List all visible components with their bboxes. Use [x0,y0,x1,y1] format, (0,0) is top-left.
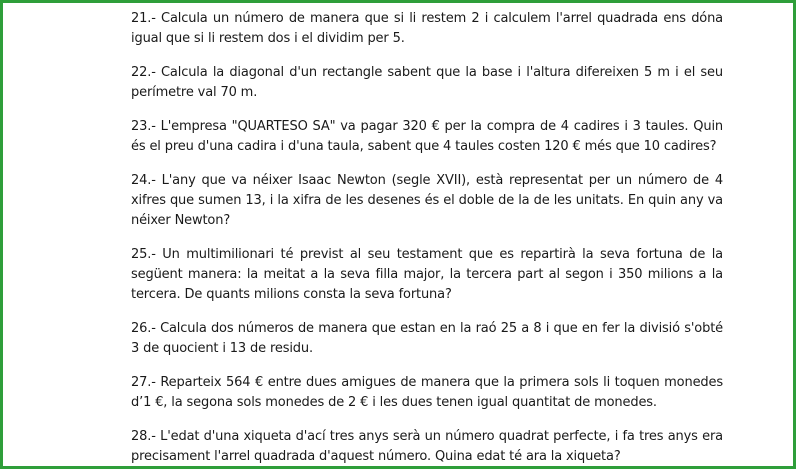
problem-26: 26.- Calcula dos números de manera que estan en la raó 25 a 8 i que en fer la divisió s'obté 3 de quocient i 13 de residu. [131,321,723,356]
problem-23: 23.- L'empresa "QUARTESO SA" va pagar 320 € per la compra de 4 cadires i 3 taules. Quin és el preu d'una cadira i d'una taula, sabent que 4 taules costen 120 € més que 10 cadires? [131,119,723,154]
problem-21: 21.- Calcula un número de manera que si li restem 2 i calculem l'arrel quadrada ens dóna igual que si li restem dos i el dividim per 5. [131,11,723,46]
problem-22: 22.- Calcula la diagonal d'un rectangle sabent que la base i l'altura difereixen 5 m i el seu perímetre val 70 m. [131,65,723,100]
problem-28: 28.- L'edat d'una xiqueta d'ací tres anys serà un número quadrat perfecte, i fa tres anys era precisament l'arrel quadrada d'aquest número. Quina edat té ara la xiqueta? [131,429,723,464]
problem-25: 25.- Un multimilionari té previst al seu testament que es repartirà la seva fortuna de la següent manera: la meitat a la seva filla major, la tercera part al segon i 350 milions a la tercera. De quants milions consta la seva fortuna? [131,247,723,302]
problem-27: 27.- Reparteix 564 € entre dues amigues de manera que la primera sols li toquen monedes d’1 €, la segona sols monedes de 2 € i les dues tenen igual quantitat de monedes. [131,375,723,410]
problem-24: 24.- L'any que va néixer Isaac Newton (segle XVII), està representat per un número de 4 xifres que sumen 13, i la xifra de les desenes és el doble de la de les unitats. En quin any va néixer Newton? [131,173,723,228]
problem-list [131,9,723,467]
